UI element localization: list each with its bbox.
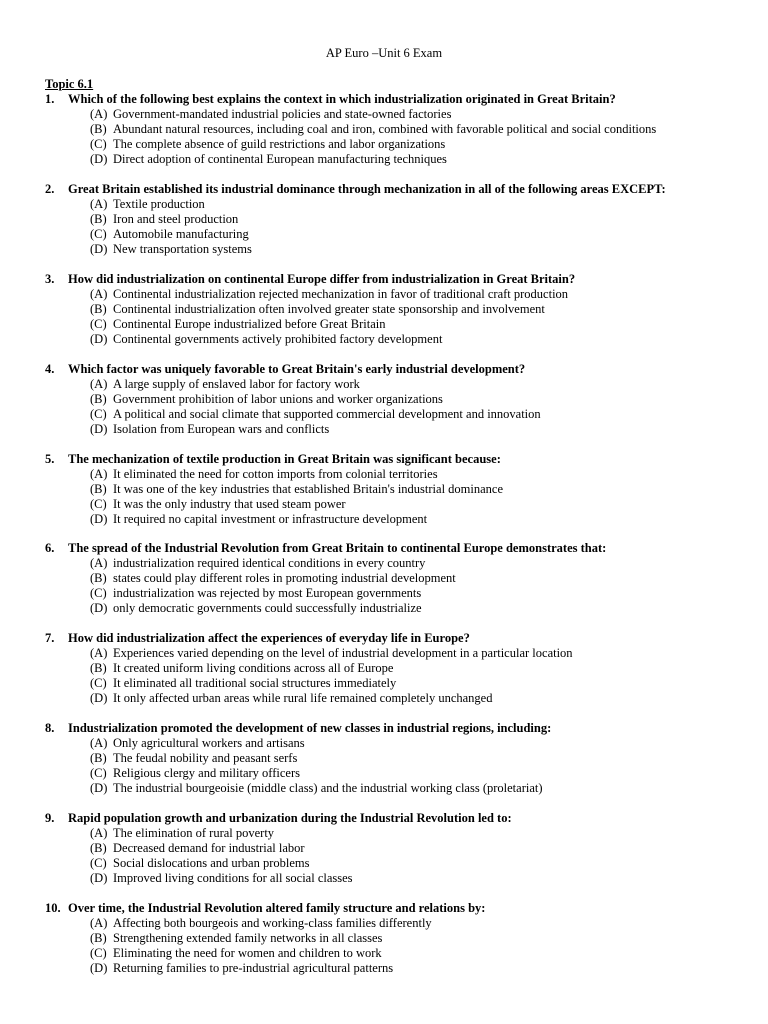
answer-choice	[0, 781, 768, 796]
answer-choice	[0, 497, 768, 512]
choice-text: Eliminating the need for women and children to work	[113, 946, 382, 961]
choice-text: industrialization was rejected by most European governments	[113, 586, 422, 601]
choice-letter: (C)	[90, 406, 107, 421]
choice-letter: (C)	[90, 766, 107, 781]
answer-choice	[0, 931, 768, 946]
question-item	[0, 721, 768, 796]
question-item	[0, 811, 768, 886]
choice-text: A political and social climate that supported commercial development and innovation	[113, 406, 541, 421]
question-number: 10.	[45, 901, 61, 916]
choice-text: Automobile manufacturing	[113, 226, 249, 241]
choice-text: Direct adoption of continental European manufacturing techniques	[113, 152, 447, 166]
question-text: How did industrialization on continental Europe differ from industrialization in Great Britain?	[68, 271, 576, 286]
choice-letter: (B)	[90, 571, 107, 586]
choice-letter: (D)	[90, 511, 108, 526]
choice-letter: (D)	[90, 781, 108, 796]
answer-choice	[0, 197, 768, 212]
question-stem	[0, 92, 768, 107]
choice-text: Isolation from European wars and conflicts	[113, 421, 330, 436]
choice-letter: (D)	[90, 152, 108, 166]
question-stem	[0, 541, 768, 556]
answer-choice	[0, 227, 768, 242]
choice-text: The industrial bourgeoisie (middle class) and the industrial working class (proletariat)	[113, 781, 543, 796]
choice-letter: (B)	[90, 391, 107, 406]
question-text: How did industrialization affect the experiences of everyday life in Europe?	[68, 631, 470, 646]
choice-letter: (A)	[90, 826, 108, 841]
answer-choice	[0, 107, 768, 122]
choice-letter: (D)	[90, 331, 108, 346]
choice-letter: (D)	[90, 871, 108, 886]
choice-letter: (B)	[90, 931, 107, 946]
answer-choice	[0, 646, 768, 661]
choice-letter: (A)	[90, 376, 108, 391]
choice-text: Decreased demand for industrial labor	[113, 841, 305, 856]
answer-choice	[0, 661, 768, 676]
choice-text: Only agricultural workers and artisans	[113, 736, 305, 751]
answer-choice	[0, 422, 768, 437]
question-text: Industrialization promoted the development of new classes in industrial regions, including:	[68, 721, 552, 736]
choice-text: Social dislocations and urban problems	[113, 856, 310, 871]
choice-text: Improved living conditions for all social classes	[113, 871, 353, 886]
choice-text: It eliminated the need for cotton imports from colonial territories	[113, 466, 438, 481]
choice-letter: (B)	[90, 211, 107, 226]
answer-choice	[0, 302, 768, 317]
question-item	[0, 631, 768, 706]
choice-letter: (C)	[90, 137, 107, 151]
document-title: AP Euro –Unit 6 Exam	[325, 46, 443, 60]
choice-text: Government-mandated industrial policies and state-owned factories	[113, 107, 452, 121]
topic-heading: Topic 6.1	[45, 77, 94, 91]
choice-letter: (B)	[90, 751, 107, 766]
choice-letter: (C)	[90, 226, 107, 241]
answer-choice	[0, 676, 768, 691]
choice-text: Returning families to pre-industrial agricultural patterns	[113, 961, 394, 976]
answer-choice	[0, 212, 768, 227]
choice-letter: (D)	[90, 691, 108, 706]
answer-choice	[0, 556, 768, 571]
question-number: 7.	[45, 631, 55, 646]
answer-choice	[0, 242, 768, 257]
question-stem	[0, 811, 768, 826]
choice-text: states could play different roles in promoting industrial development	[113, 571, 456, 586]
question-stem	[0, 452, 768, 467]
answer-choice	[0, 332, 768, 347]
choice-text: Iron and steel production	[113, 211, 239, 226]
choice-letter: (A)	[90, 736, 108, 751]
choice-letter: (C)	[90, 496, 107, 511]
choice-text: Strengthening extended family networks in all classes	[113, 931, 383, 946]
answer-choice	[0, 916, 768, 931]
answer-choice	[0, 571, 768, 586]
answer-choice	[0, 512, 768, 527]
answer-choice	[0, 751, 768, 766]
question-stem	[0, 362, 768, 377]
question-number: 1.	[45, 92, 55, 106]
choice-letter: (A)	[90, 286, 108, 301]
question-item	[0, 541, 768, 616]
answer-choice	[0, 467, 768, 482]
question-item	[0, 272, 768, 347]
choice-text: A large supply of enslaved labor for factory work	[113, 376, 360, 391]
choice-text: industrialization required identical conditions in every country	[113, 556, 426, 571]
choice-letter: (B)	[90, 301, 107, 316]
answer-choice	[0, 841, 768, 856]
question-number: 9.	[45, 811, 55, 826]
answer-choice	[0, 287, 768, 302]
choice-text: Continental industrialization often involved greater state sponsorship and involvement	[113, 301, 545, 316]
question-number: 5.	[45, 451, 55, 466]
answer-choice	[0, 826, 768, 841]
answer-choice	[0, 871, 768, 886]
question-item	[0, 452, 768, 527]
question-list	[0, 92, 768, 991]
choice-letter: (A)	[90, 196, 108, 211]
question-stem	[0, 272, 768, 287]
choice-text: It only affected urban areas while rural life remained completely unchanged	[113, 691, 493, 706]
choice-text: New transportation systems	[113, 241, 252, 256]
question-stem	[0, 721, 768, 736]
question-text: Great Britain established its industrial dominance through mechanization in all of the following areas EXCEPT:	[68, 181, 666, 196]
choice-letter: (D)	[90, 421, 108, 436]
choice-text: Abundant natural resources, including coal and iron, combined with favorable political and social conditions	[113, 122, 657, 136]
choice-text: It created uniform living conditions across all of Europe	[113, 661, 394, 676]
choice-text: The elimination of rural poverty	[113, 826, 275, 841]
choice-letter: (C)	[90, 946, 107, 961]
choice-text: It required no capital investment or infrastructure development	[113, 511, 428, 526]
question-number: 2.	[45, 181, 55, 196]
choice-text: The feudal nobility and peasant serfs	[113, 751, 298, 766]
answer-choice	[0, 601, 768, 616]
choice-text: It was one of the key industries that established Britain's industrial dominance	[113, 481, 504, 496]
question-text: The mechanization of textile production in Great Britain was significant because:	[68, 451, 501, 466]
choice-text: only democratic governments could successfully industrialize	[113, 601, 422, 616]
question-stem	[0, 631, 768, 646]
choice-letter: (C)	[90, 316, 107, 331]
choice-text: Continental governments actively prohibited factory development	[113, 331, 443, 346]
question-item	[0, 92, 768, 167]
choice-letter: (B)	[90, 481, 107, 496]
answer-choice	[0, 152, 768, 167]
choice-text: Affecting both bourgeois and working-class families differently	[113, 916, 432, 931]
question-text: Which factor was uniquely favorable to Great Britain's early industrial development?	[68, 361, 526, 376]
choice-text: Textile production	[113, 196, 205, 211]
choice-letter: (A)	[90, 916, 108, 931]
answer-choice	[0, 377, 768, 392]
choice-letter: (B)	[90, 841, 107, 856]
question-number: 6.	[45, 541, 55, 556]
question-item	[0, 182, 768, 257]
question-item	[0, 362, 768, 437]
choice-letter: (D)	[90, 241, 108, 256]
choice-letter: (C)	[90, 676, 107, 691]
answer-choice	[0, 946, 768, 961]
choice-letter: (A)	[90, 646, 108, 661]
answer-choice	[0, 766, 768, 781]
question-text: The spread of the Industrial Revolution from Great Britain to continental Europe demonstrates that:	[68, 541, 607, 556]
choice-text: Experiences varied depending on the level of industrial development in a particular location	[113, 646, 573, 661]
choice-letter: (C)	[90, 586, 107, 601]
answer-choice	[0, 122, 768, 137]
choice-text: Continental Europe industrialized before Great Britain	[113, 316, 386, 331]
answer-choice	[0, 407, 768, 422]
choice-text: Religious clergy and military officers	[113, 766, 300, 781]
answer-choice	[0, 392, 768, 407]
choice-letter: (A)	[90, 107, 108, 121]
answer-choice	[0, 482, 768, 497]
answer-choice	[0, 856, 768, 871]
question-number: 8.	[45, 721, 55, 736]
choice-text: Government prohibition of labor unions and worker organizations	[113, 391, 443, 406]
choice-letter: (C)	[90, 856, 107, 871]
choice-letter: (A)	[90, 466, 108, 481]
answer-choice	[0, 961, 768, 976]
choice-text: The complete absence of guild restrictions and labor organizations	[113, 137, 446, 151]
answer-choice	[0, 691, 768, 706]
choice-letter: (D)	[90, 601, 108, 616]
question-text: Rapid population growth and urbanization during the Industrial Revolution led to:	[68, 811, 512, 826]
choice-letter: (B)	[90, 661, 107, 676]
choice-letter: (D)	[90, 961, 108, 976]
choice-text: Continental industrialization rejected mechanization in favor of traditional craft production	[113, 286, 569, 301]
answer-choice	[0, 317, 768, 332]
answer-choice	[0, 137, 768, 152]
choice-letter: (B)	[90, 122, 107, 136]
question-stem	[0, 901, 768, 916]
choice-text: It eliminated all traditional social structures immediately	[113, 676, 397, 691]
answer-choice	[0, 586, 768, 601]
choice-text: It was the only industry that used steam power	[113, 496, 346, 511]
question-stem	[0, 182, 768, 197]
choice-letter: (A)	[90, 556, 108, 571]
question-text: Over time, the Industrial Revolution altered family structure and relations by:	[68, 901, 486, 916]
question-number: 3.	[45, 271, 55, 286]
question-number: 4.	[45, 361, 55, 376]
question-item	[0, 901, 768, 976]
answer-choice	[0, 736, 768, 751]
question-text: Which of the following best explains the context in which industrialization originated in Great Britain?	[68, 92, 616, 106]
